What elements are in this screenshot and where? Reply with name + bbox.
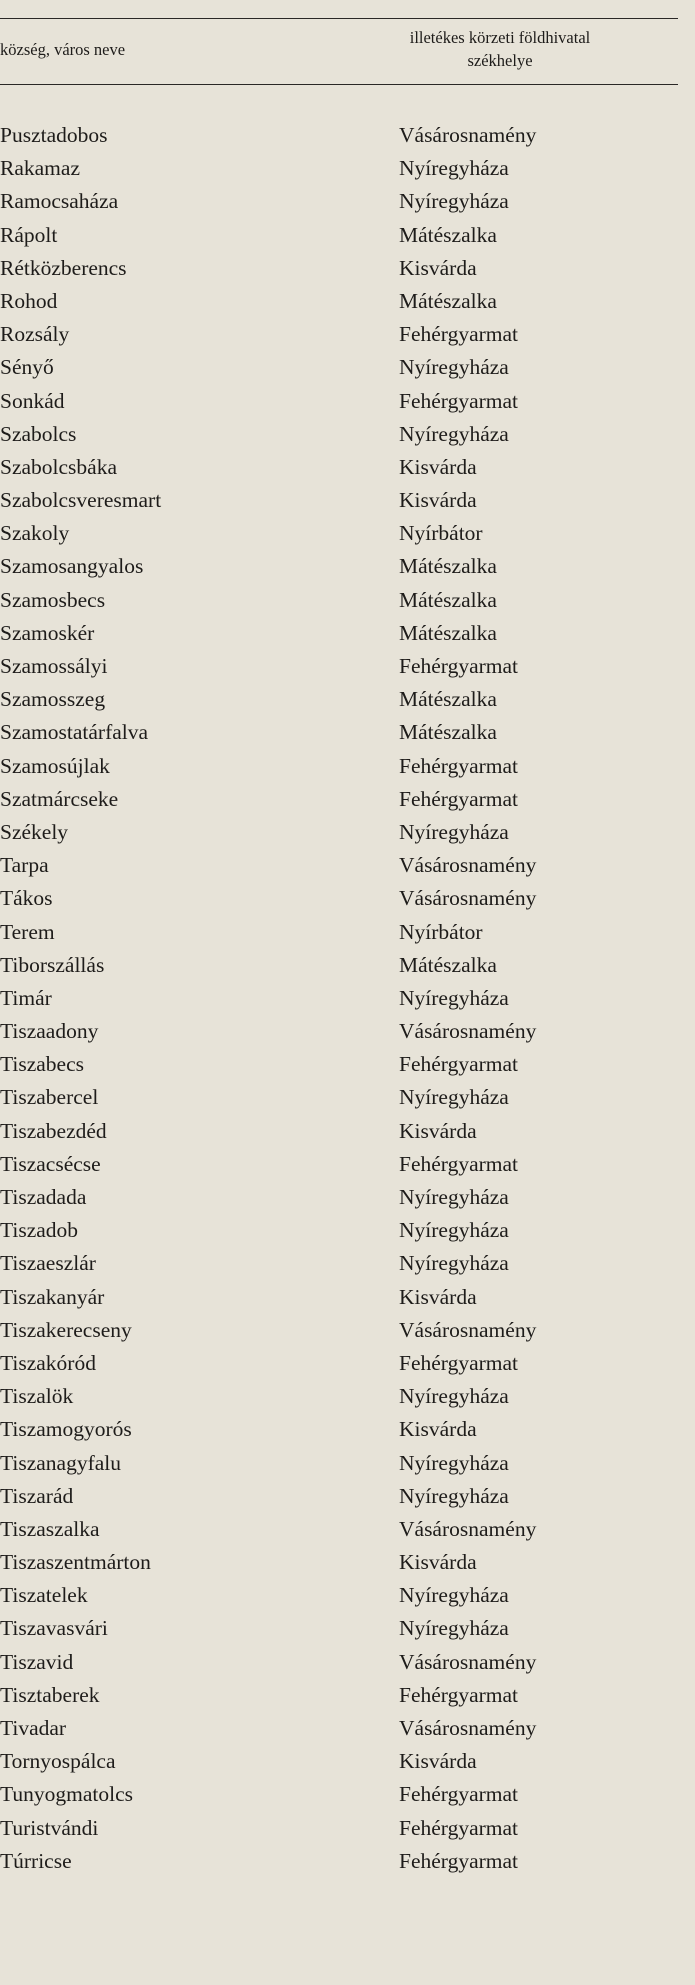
header-top-rule xyxy=(0,18,678,19)
table-row xyxy=(0,949,680,982)
town-name: Tiszakóród xyxy=(0,1350,96,1375)
table-row xyxy=(0,584,680,617)
table-row xyxy=(0,1679,680,1712)
table-row xyxy=(0,716,680,749)
table-row xyxy=(0,1314,680,1347)
column-header-office-line1: illetékes körzeti földhivatal xyxy=(409,28,591,47)
town-name: Pusztadobos xyxy=(0,123,108,147)
table-row xyxy=(0,617,680,650)
land-office-name: Mátészalka xyxy=(399,687,497,712)
town-name: Turistvándi xyxy=(0,1815,99,1840)
column-header-town: község, város neve xyxy=(0,40,126,59)
table-row xyxy=(0,1646,680,1679)
land-office-name: Mátészalka xyxy=(399,288,497,313)
table-row xyxy=(0,1612,680,1645)
table-row xyxy=(0,1712,680,1745)
land-office-name: Kisvárda xyxy=(399,255,477,280)
town-name: Szatmárcseke xyxy=(0,786,119,811)
town-name: Szabolcs xyxy=(0,421,77,446)
table-row xyxy=(0,484,680,517)
town-name: Tiszacsécse xyxy=(0,1151,101,1176)
table-row xyxy=(0,1579,680,1612)
land-office-name: Mátészalka xyxy=(399,554,497,579)
table-row xyxy=(0,318,680,351)
table-row xyxy=(0,750,680,783)
land-office-name: Nyíregyháza xyxy=(399,1583,509,1608)
land-office-name: Nyíregyháza xyxy=(399,1185,509,1209)
table-row xyxy=(0,385,680,418)
land-office-name: Nyíregyháza xyxy=(399,1450,509,1475)
town-name: Tiszavasvári xyxy=(0,1616,108,1641)
town-name: Tiszanagyfalu xyxy=(0,1450,122,1475)
land-office-name: Nyíregyháza xyxy=(399,1616,509,1641)
town-name: Tunyogmatolcs xyxy=(0,1782,133,1807)
table-row xyxy=(0,1015,680,1048)
town-name: Szamosangyalos xyxy=(0,554,144,579)
town-name: Tiszabecs xyxy=(0,1052,85,1077)
table-row xyxy=(0,1347,680,1380)
table-row xyxy=(0,683,680,716)
town-name: Szamossályi xyxy=(0,654,108,678)
land-office-name: Nyíregyháza xyxy=(399,1384,509,1409)
town-name: Tiborszállás xyxy=(0,952,105,977)
land-office-name: Nyíregyháza xyxy=(399,421,509,446)
land-office-name: Mátészalka xyxy=(399,720,497,745)
town-name: Tiszabezdéd xyxy=(0,1118,107,1143)
table-row xyxy=(0,783,680,816)
land-office-name: Nyírbátor xyxy=(399,919,483,944)
town-name: Tiszaszalka xyxy=(0,1516,100,1541)
town-name: Tornyospálca xyxy=(0,1749,116,1774)
table-row xyxy=(0,285,680,318)
town-name: Rozsály xyxy=(0,322,70,347)
land-office-name: Fehérgyarmat xyxy=(399,654,519,678)
town-name: Szabolcsveresmart xyxy=(0,488,162,513)
table-row xyxy=(0,1048,680,1081)
table-row xyxy=(0,152,680,185)
town-name: Tiszatelek xyxy=(0,1583,88,1608)
town-name: Ramocsaháza xyxy=(0,189,119,214)
town-name: Tiszabercel xyxy=(0,1085,99,1110)
table-row xyxy=(0,1778,680,1811)
table-row xyxy=(0,1115,680,1148)
land-office-name: Kisvárda xyxy=(399,488,477,513)
table-row xyxy=(0,1513,680,1546)
table-row xyxy=(0,1812,680,1845)
table-row xyxy=(0,982,680,1015)
town-name: Tiszalök xyxy=(0,1384,74,1409)
town-name: Tiszamogyorós xyxy=(0,1417,132,1442)
table-row xyxy=(0,219,680,252)
town-name: Tiszakanyár xyxy=(0,1284,105,1309)
land-office-name: Vásárosnamény xyxy=(399,1516,537,1541)
land-office-name: Nyírbátor xyxy=(399,521,483,546)
town-name: Rakamaz xyxy=(0,156,80,181)
town-name: Sonkád xyxy=(0,388,65,413)
town-name: Tiszadada xyxy=(0,1185,87,1209)
town-office-table xyxy=(0,119,680,1878)
town-name: Szamoskér xyxy=(0,620,95,645)
land-office-name: Kisvárda xyxy=(399,1118,477,1143)
land-office-name: Fehérgyarmat xyxy=(399,753,519,778)
town-name: Tiszaeszlár xyxy=(0,1251,96,1276)
land-office-name: Vásárosnamény xyxy=(399,853,537,878)
table-row xyxy=(0,849,680,882)
town-name: Tisztaberek xyxy=(0,1682,100,1707)
land-office-name: Vásárosnamény xyxy=(399,123,537,147)
land-office-name: Fehérgyarmat xyxy=(399,1682,519,1707)
town-name: Székely xyxy=(0,819,69,844)
town-name: Rétközberencs xyxy=(0,255,127,280)
table-row xyxy=(0,1181,680,1214)
land-office-name: Vásárosnamény xyxy=(399,1649,537,1674)
town-name: Szamosszeg xyxy=(0,687,106,712)
town-name: Szamostatárfalva xyxy=(0,720,149,745)
town-name: Szabolcsbáka xyxy=(0,454,118,479)
column-header-office xyxy=(360,26,640,72)
town-name: Timár xyxy=(0,985,52,1010)
town-name: Tiszaadony xyxy=(0,1019,99,1044)
town-name: Túrricse xyxy=(0,1848,72,1873)
table-row xyxy=(0,916,680,949)
header-bottom-rule xyxy=(0,84,678,85)
town-name: Tákos xyxy=(0,886,53,911)
land-office-name: Fehérgyarmat xyxy=(399,388,519,413)
town-name: Szamosbecs xyxy=(0,587,106,612)
table-row xyxy=(0,882,680,915)
land-office-name: Kisvárda xyxy=(399,1417,477,1442)
land-office-name: Fehérgyarmat xyxy=(399,1052,519,1077)
land-office-name: Vásárosnamény xyxy=(399,1019,537,1044)
land-office-name: Nyíregyháza xyxy=(399,355,509,380)
table-row xyxy=(0,418,680,451)
town-name: Tiszavid xyxy=(0,1649,74,1674)
land-office-name: Vásárosnamény xyxy=(399,1716,537,1740)
table-row xyxy=(0,252,680,285)
land-office-name: Mátészalka xyxy=(399,587,497,612)
land-office-name: Fehérgyarmat xyxy=(399,322,519,347)
land-office-name: Nyíregyháza xyxy=(399,1483,509,1508)
land-office-name: Fehérgyarmat xyxy=(399,1350,519,1375)
table-row xyxy=(0,1380,680,1413)
table-row xyxy=(0,650,680,683)
land-office-name: Mátészalka xyxy=(399,222,497,247)
land-office-name: Nyíregyháza xyxy=(399,819,509,844)
town-name: Tiszakerecseny xyxy=(0,1317,132,1342)
table-row xyxy=(0,1447,680,1480)
table-row xyxy=(0,1247,680,1280)
table-row xyxy=(0,816,680,849)
land-office-name: Vásárosnamény xyxy=(399,1317,537,1342)
town-name: Rápolt xyxy=(0,222,58,247)
land-office-name: Kisvárda xyxy=(399,1550,477,1575)
town-name: Sényő xyxy=(0,355,54,380)
land-office-name: Kisvárda xyxy=(399,1749,477,1774)
column-header-office-line2: székhelye xyxy=(467,51,533,70)
land-office-name: Kisvárda xyxy=(399,454,477,479)
town-name: Tiszadob xyxy=(0,1218,79,1243)
land-office-name: Nyíregyháza xyxy=(399,1085,509,1110)
table-row xyxy=(0,1480,680,1513)
town-name: Tarpa xyxy=(0,853,49,878)
land-office-name: Nyíregyháza xyxy=(399,1218,509,1243)
land-office-name: Mátészalka xyxy=(399,952,497,977)
table-row xyxy=(0,1845,680,1878)
table-row xyxy=(0,1546,680,1579)
land-office-name: Mátészalka xyxy=(399,620,497,645)
town-name: Tivadar xyxy=(0,1716,67,1740)
table-row xyxy=(0,550,680,583)
table-row xyxy=(0,1148,680,1181)
land-office-name: Nyíregyháza xyxy=(399,985,509,1010)
land-office-name: Vásárosnamény xyxy=(399,886,537,911)
table-row xyxy=(0,1281,680,1314)
land-office-name: Fehérgyarmat xyxy=(399,786,519,811)
land-office-name: Kisvárda xyxy=(399,1284,477,1309)
town-name: Tiszarád xyxy=(0,1483,74,1508)
land-office-name: Fehérgyarmat xyxy=(399,1848,519,1873)
land-office-name: Fehérgyarmat xyxy=(399,1815,519,1840)
table-row xyxy=(0,185,680,218)
town-name: Rohod xyxy=(0,288,58,313)
table-row xyxy=(0,119,680,152)
town-name: Szakoly xyxy=(0,521,70,546)
town-name: Terem xyxy=(0,919,55,944)
table-row xyxy=(0,1081,680,1114)
table-row xyxy=(0,451,680,484)
land-office-name: Nyíregyháza xyxy=(399,156,509,181)
land-office-name: Fehérgyarmat xyxy=(399,1782,519,1807)
table-row xyxy=(0,1413,680,1446)
town-name: Tiszaszentmárton xyxy=(0,1550,151,1575)
table-row xyxy=(0,517,680,550)
land-office-name: Nyíregyháza xyxy=(399,189,509,214)
table-row xyxy=(0,1745,680,1778)
table-row xyxy=(0,351,680,384)
table-row xyxy=(0,1214,680,1247)
town-name: Szamosújlak xyxy=(0,753,110,778)
land-office-name: Fehérgyarmat xyxy=(399,1151,519,1176)
land-office-name: Nyíregyháza xyxy=(399,1251,509,1276)
